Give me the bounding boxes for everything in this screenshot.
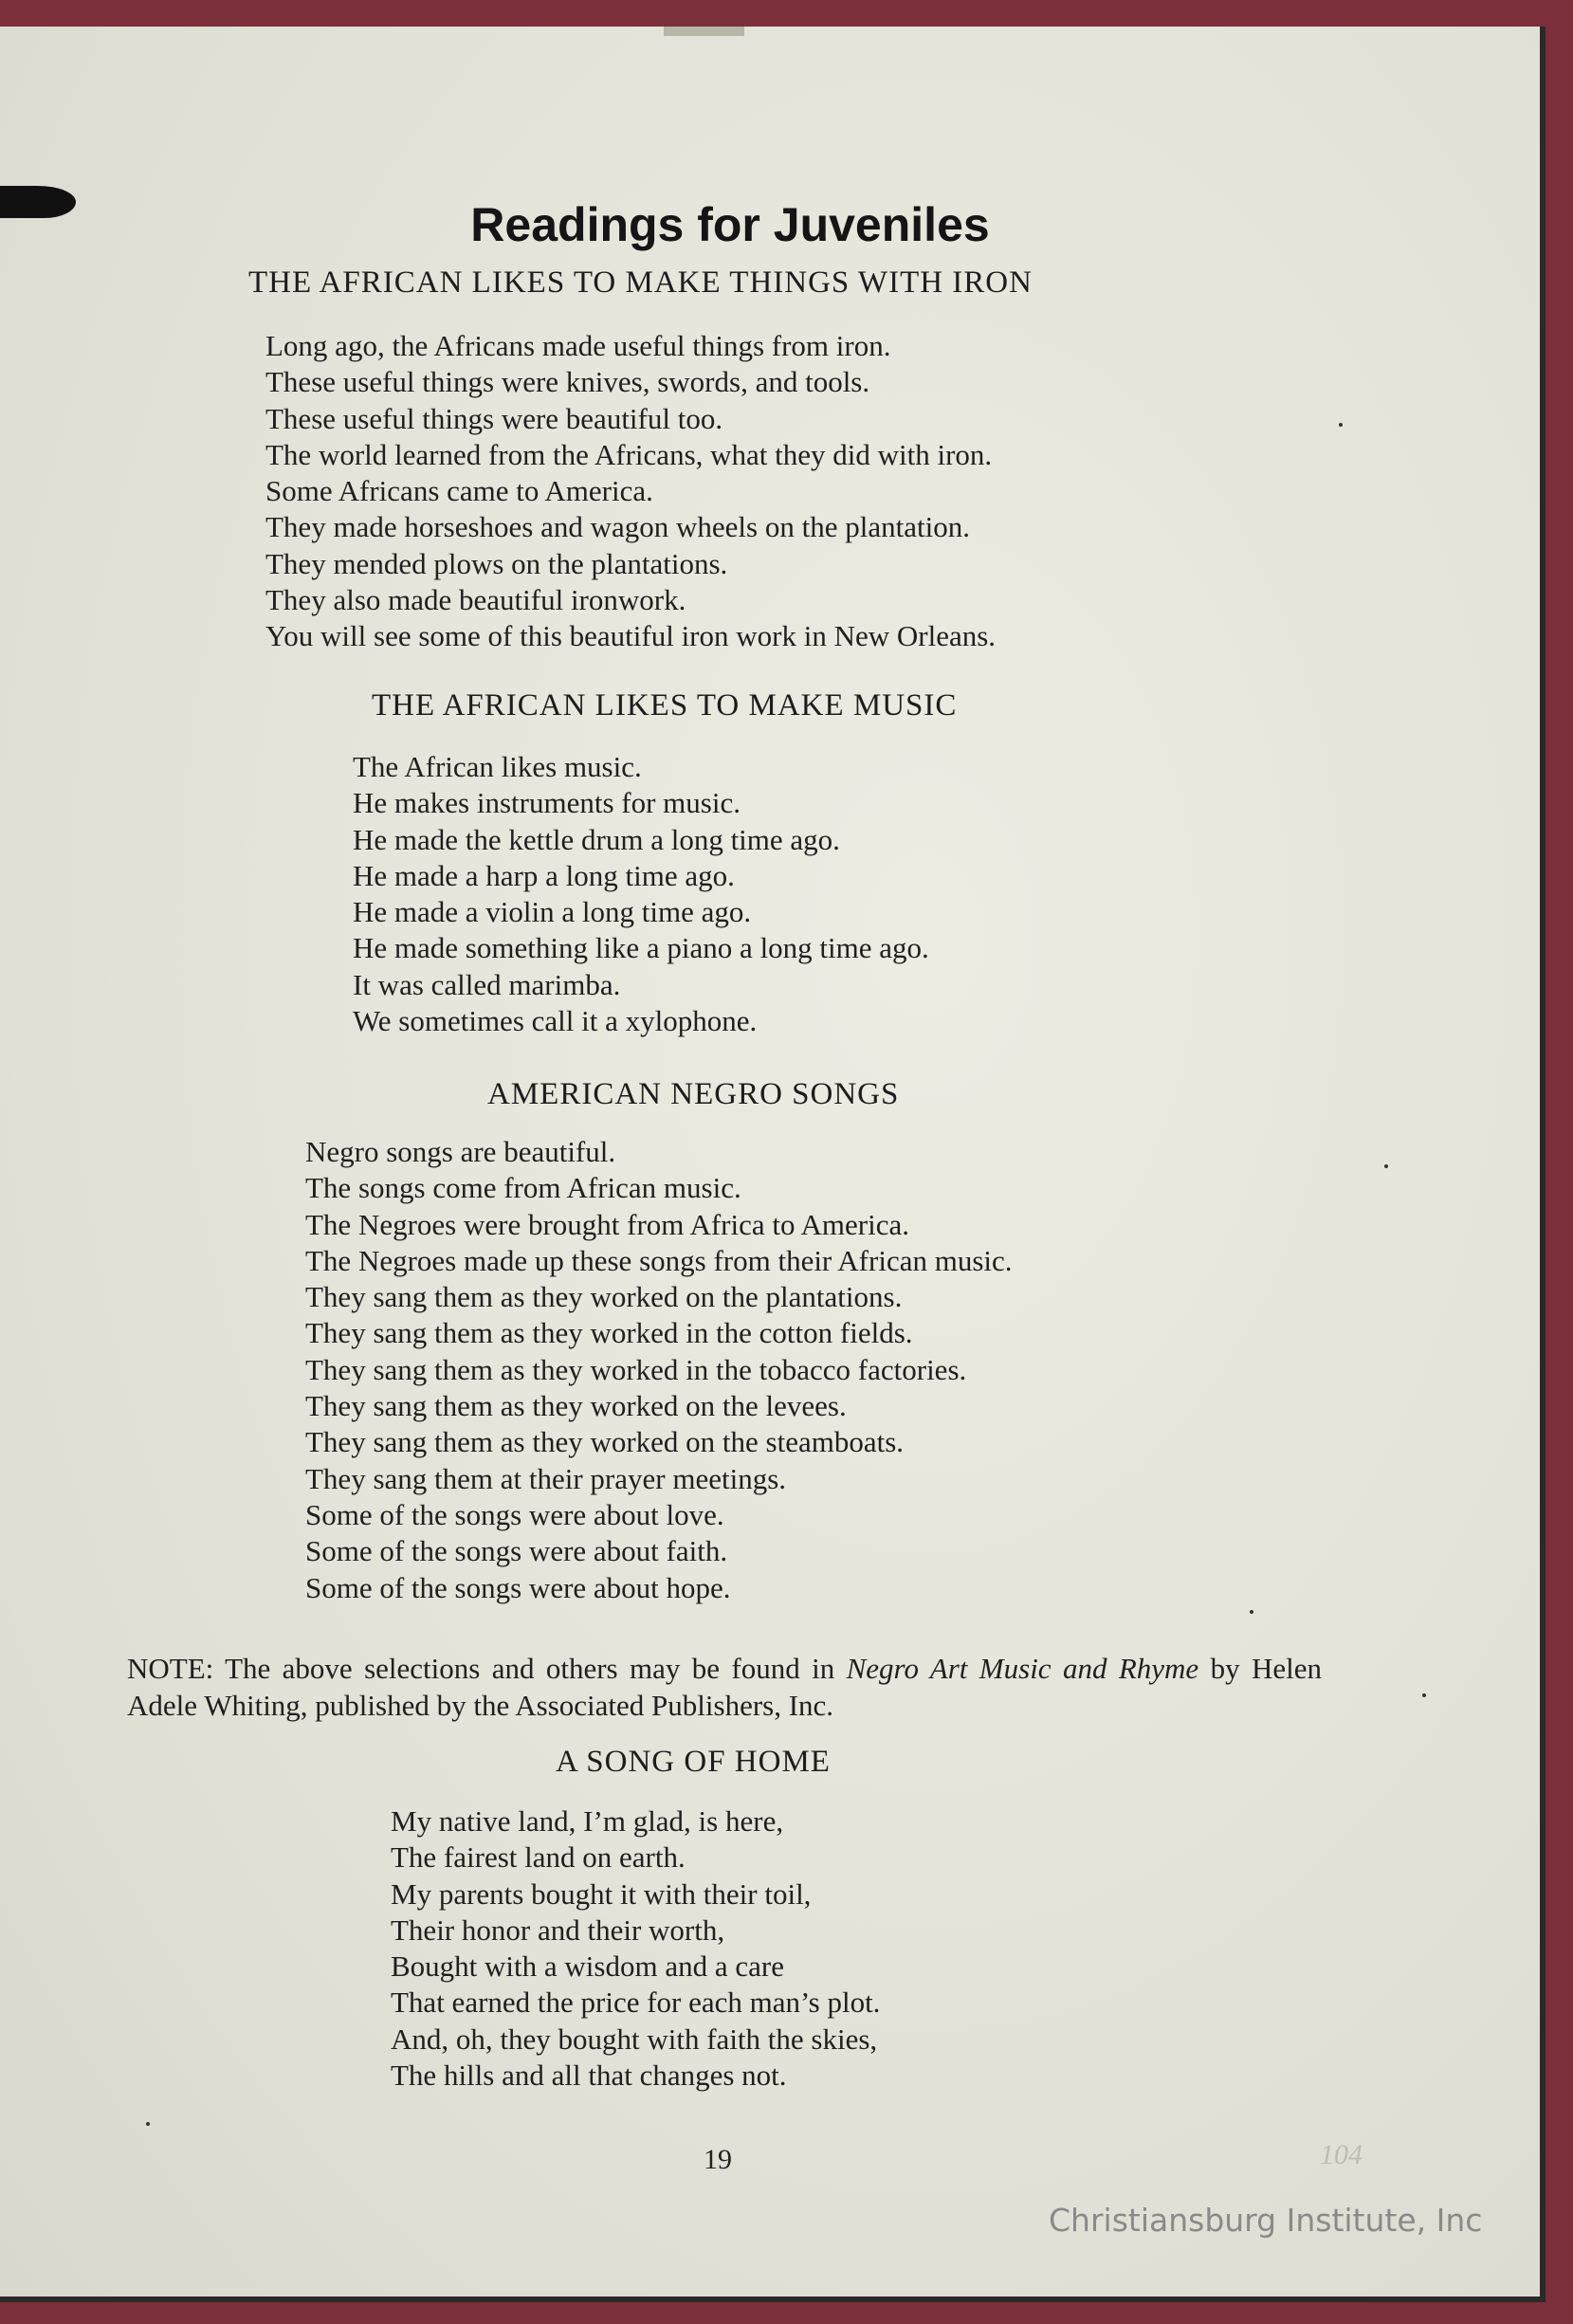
text-line: He made something like a piano a long time ago. [353, 931, 929, 965]
text-line: They sang them as they worked on the levees. [305, 1389, 847, 1423]
note-label: NOTE: [127, 1652, 214, 1685]
section-heading-iron: THE AFRICAN LIKES TO MAKE THINGS WITH IRON [248, 265, 1033, 300]
paper-speck [1422, 1693, 1426, 1697]
section-heading-music: THE AFRICAN LIKES TO MAKE MUSIC [372, 688, 958, 723]
text-line: The world learned from the Africans, what they did with iron. [265, 437, 993, 471]
text-line: We sometimes call it a xylophone. [353, 1004, 758, 1038]
text-line: It was called marimba. [353, 967, 621, 1001]
poem-line: And, oh, they bought with faith the skies, [391, 2022, 878, 2056]
section-heading-songs: AMERICAN NEGRO SONGS [487, 1077, 900, 1111]
poem-line: That earned the price for each man’s plot. [391, 1985, 881, 2020]
poem-line: My parents bought it with their toil, [391, 1876, 812, 1911]
text-line: These useful things were knives, swords, and tools. [265, 365, 870, 399]
handwritten-mark: 104 [1320, 2139, 1363, 2170]
text-line: Long ago, the Africans made useful things from iron. [265, 329, 891, 362]
page-title: Readings for Juveniles [470, 198, 990, 251]
poem-line: The fairest land on earth. [391, 1840, 686, 1875]
poem-line: The hills and all that changes not. [391, 2059, 787, 2093]
text-line: They mended plows on the plantations. [265, 546, 728, 580]
text-line: They sang them as they worked in the tobacco factories. [305, 1352, 967, 1386]
paper-speck [1250, 1610, 1253, 1614]
paper-tab [664, 27, 744, 36]
watermark: Christiansburg Institute, Inc [1049, 2202, 1483, 2239]
text-line: They sang them at their prayer meetings. [305, 1461, 787, 1495]
text-line: They made horseshoes and wagon wheels on the plantation. [265, 510, 970, 544]
paper-speck [1339, 423, 1343, 427]
poem-line: Their honor and their worth, [391, 1912, 725, 1947]
text-line: You will see some of this beautiful iron work in New Orleans. [265, 619, 997, 653]
paper-speck [146, 2122, 150, 2126]
text-line: He made a harp a long time ago. [353, 858, 735, 892]
text-line: Some Africans came to America. [265, 474, 653, 508]
poem-text-home [391, 1803, 880, 2094]
text-line: He made a violin a long time ago. [353, 895, 752, 929]
text-line: The songs come from African music. [305, 1171, 741, 1205]
note-text: The above selections and others may be found in [225, 1652, 835, 1685]
text-line: Negro songs are beautiful. [305, 1135, 616, 1168]
text-line: They sang them as they worked on the plantations. [305, 1280, 903, 1314]
section-text-songs [305, 1134, 1013, 1606]
book-title: Negro Art Music and Rhyme [846, 1652, 1199, 1685]
text-line: Some of the songs were about hope. [305, 1570, 731, 1604]
section-heading-home: A SONG OF HOME [556, 1745, 831, 1779]
text-line: He makes instruments for music. [353, 786, 741, 820]
document-page [0, 27, 1546, 2302]
text-line: The Negroes were brought from Africa to America. [305, 1207, 909, 1241]
poem-line: Bought with a wisdom and a care [391, 1949, 784, 1984]
text-line: They sang them as they worked on the steamboats. [305, 1425, 905, 1459]
reference-note [127, 1650, 1322, 1724]
section-text-iron [265, 328, 996, 655]
page-number: 19 [704, 2144, 732, 2175]
text-line: The African likes music. [353, 750, 642, 783]
text-line: He made the kettle drum a long time ago. [353, 822, 840, 856]
section-text-music [353, 749, 929, 1039]
text-line: Some of the songs were about love. [305, 1497, 724, 1531]
text-line: They also made beautiful ironwork. [265, 583, 686, 617]
text-line: These useful things were beautiful too. [265, 401, 723, 435]
text-line: They sang them as they worked in the cotton fields. [305, 1316, 913, 1350]
poem-line: My native land, I’m glad, is here, [391, 1804, 784, 1838]
paper-speck [1384, 1164, 1388, 1168]
text-line: Some of the songs were about faith. [305, 1534, 728, 1568]
text-line: The Negroes made up these songs from their African music. [305, 1243, 1013, 1277]
note-text: by Helen Adele Whiting, published by the Associated Publishers, Inc. [127, 1652, 1322, 1722]
